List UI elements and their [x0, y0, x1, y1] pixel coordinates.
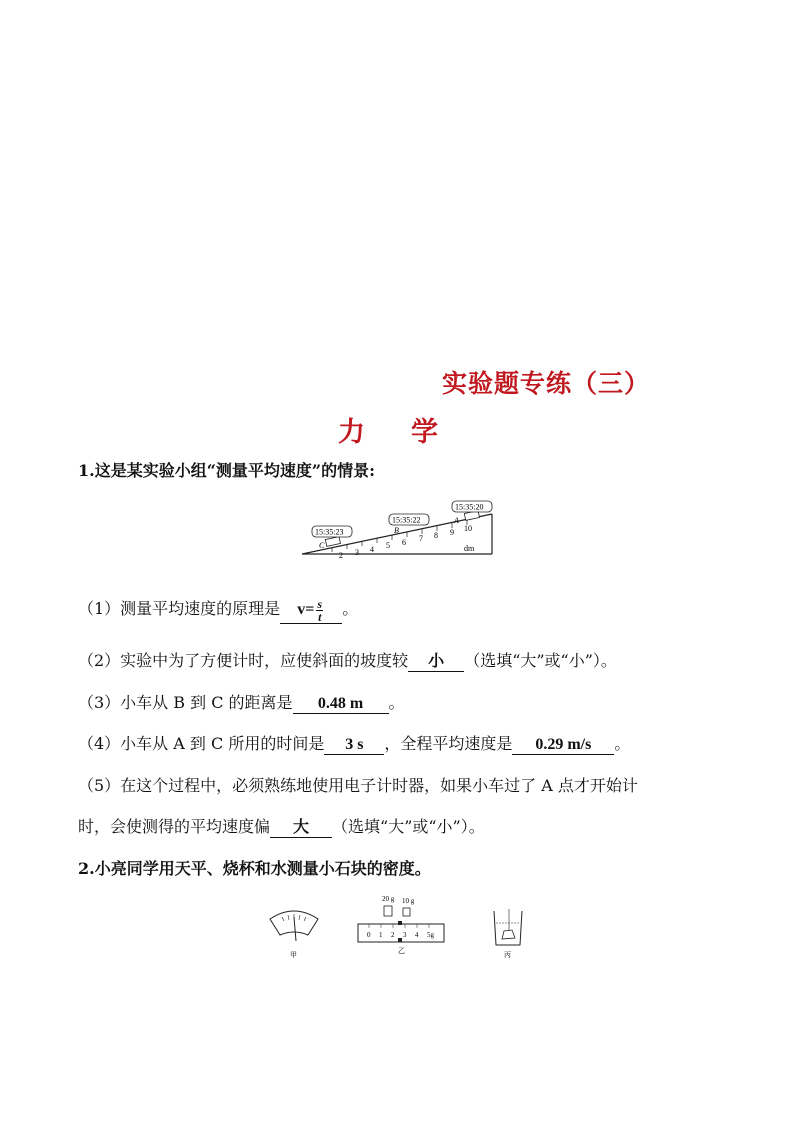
scale-tick: 3 — [403, 931, 407, 939]
answer-blank: 3 s — [324, 736, 384, 755]
tick-label: 2 — [339, 551, 343, 560]
tick-label: 6 — [402, 538, 406, 547]
question-2-stem: 2.小亮同学用天平、烧杯和水测量小石块的密度。 — [78, 859, 431, 878]
scale-tick: 0 — [367, 931, 371, 939]
weight-label-10g: 10 g — [402, 897, 415, 905]
q1-item-5-line1: （5）在这个过程中，必须熟练地使用电子计时器，如果小车过了 A 点才开始计 — [78, 776, 638, 795]
clock-b-time: 15:35:22 — [392, 515, 421, 525]
tick-label: 8 — [434, 531, 438, 540]
tick-label: 9 — [450, 528, 454, 537]
q1-item-2: （2）实验中为了方便计时，应使斜面的坡度较 小 （选填“大”或“小”）。 — [78, 651, 617, 670]
answer-blank: v= $\frac{s}{t}$ — [280, 598, 342, 624]
q1-item-1: （1）测量平均速度的原理是 v= $\frac{s}{t}$ 。 — [78, 596, 359, 624]
page-subtitle: 力学 — [338, 417, 484, 448]
weight-20g — [384, 906, 392, 916]
answer-blank: 小 — [408, 653, 464, 672]
incline-figure — [302, 498, 512, 560]
q1-item-3: （3）小车从 B 到 C 的距离是 0.48 m 。 — [78, 693, 405, 712]
tick-label: 3 — [355, 548, 359, 557]
point-label-b: B — [394, 526, 399, 535]
fraction: $\frac{s}{t}$ — [317, 596, 323, 624]
figure-label-bing: 丙 — [504, 951, 511, 959]
answer-blank: 大 — [270, 819, 332, 838]
scale-tick: 5g — [427, 931, 434, 939]
scale-tick: 4 — [415, 931, 419, 939]
weight-10g — [403, 908, 410, 916]
unit-label: dm — [464, 544, 475, 553]
scale-tick: 2 — [391, 931, 395, 939]
tick-label: 10 — [464, 524, 472, 533]
weight-label-20g: 20 g — [382, 895, 395, 903]
scale-rider — [398, 921, 402, 925]
figure-label-yi: 乙 — [398, 947, 405, 955]
answer-blank: 0.29 m/s — [512, 736, 614, 755]
q1-item-4: （4）小车从 A 到 C 所用的时间是 3 s ，全程平均速度是 0.29 m/s 。 — [78, 734, 631, 753]
answer-blank: 0.48 m — [293, 695, 389, 714]
tick-label: 7 — [419, 534, 423, 543]
figure-label-jia: 甲 — [290, 951, 297, 959]
question-1-stem: 1.这是某实验小组“测量平均速度”的情景: — [78, 461, 376, 480]
scale-tick: 1 — [379, 931, 383, 939]
clock-c-time: 15:35:23 — [315, 527, 344, 537]
balance-scale-figure — [356, 892, 448, 956]
tick-label: 5 — [386, 541, 390, 550]
beaker-figure — [490, 905, 530, 961]
point-label-a: A — [454, 516, 459, 525]
cart-c — [325, 537, 340, 547]
stone-shape — [502, 930, 515, 939]
tick-label: 4 — [370, 545, 374, 554]
q1-item-5-line2: 时，会使测得的平均速度偏 大 （选填“大”或“小”）。 — [78, 817, 485, 836]
page-title: 实验题专练（三） — [442, 369, 651, 398]
balance-dial-figure — [266, 905, 322, 961]
clock-a-time: 15:35:20 — [455, 502, 484, 512]
scale-marker — [398, 938, 402, 942]
point-label-c: C — [319, 541, 325, 550]
